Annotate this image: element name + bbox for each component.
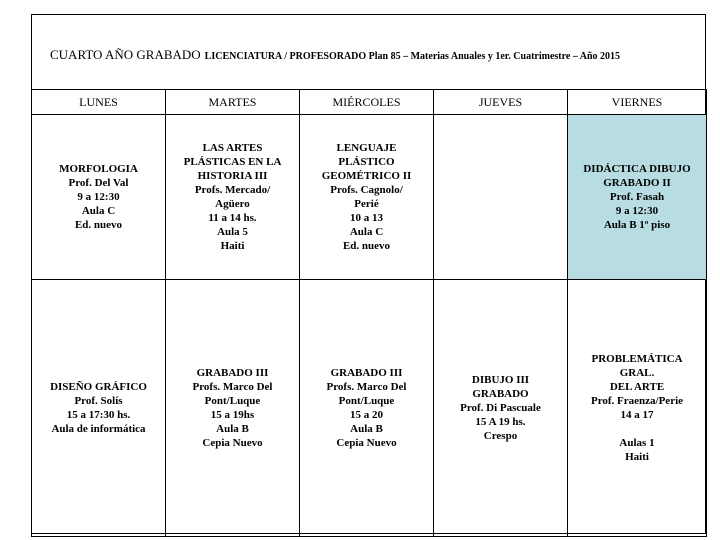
table-row	[32, 115, 707, 280]
cell-grabado-iii-miercoles: GRABADO III Profs. Marco Del Pont/Luque 15 a 20 Aula B Cepia Nuevo	[300, 280, 434, 537]
table-row	[32, 280, 707, 537]
cell-artes-plasticas: LAS ARTES PLÁSTICAS EN LA HISTORIA III Profs. Mercado/ Agüero 11 a 14 hs. Aula 5 Haiti	[166, 115, 300, 280]
day-header-row	[32, 90, 707, 115]
title-main: CUARTO AÑO GRABADO	[50, 47, 201, 62]
day-header-miercoles: MIÉRCOLES	[300, 90, 434, 115]
cell-morfologia: MORFOLOGIA Prof. Del Val 9 a 12:30 Aula C Ed. nuevo	[32, 115, 166, 280]
day-header-martes: MARTES	[166, 90, 300, 115]
day-header-lunes: LUNES	[32, 90, 166, 115]
title-row	[32, 15, 705, 89]
cell-empty-jueves	[434, 115, 568, 280]
cell-grabado-iii-martes: GRABADO III Profs. Marco Del Pont/Luque 15 a 19hs Aula B Cepia Nuevo	[166, 280, 300, 537]
schedule-frame	[31, 14, 706, 534]
schedule-table	[31, 89, 707, 537]
cell-lenguaje-plastico: LENGUAJE PLÁSTICO GEOMÉTRICO II Profs. Cagnolo/ Perié 10 a 13 Aula C Ed. nuevo	[300, 115, 434, 280]
day-header-jueves: JUEVES	[434, 90, 568, 115]
day-header-viernes: VIERNES	[568, 90, 707, 115]
title-subtitle: LICENCIATURA / PROFESORADO Plan 85 – Materias Anuales y 1er. Cuatrimestre – Año 2015	[204, 51, 621, 62]
page-title	[50, 46, 620, 64]
cell-diseno-grafico: DISEÑO GRÁFICO Prof. Solís 15 a 17:30 hs. Aula de informática	[32, 280, 166, 537]
cell-dibujo-iii: DIBUJO III GRABADO Prof. Di Pascuale 15 A 19 hs. Crespo	[434, 280, 568, 537]
cell-problematica-arte: PROBLEMÁTICA GRAL. DEL ARTE Prof. Fraenza/Perie 14 a 17 Aulas 1 Haiti	[568, 280, 707, 537]
cell-didactica-dibujo: DIDÁCTICA DIBUJO GRABADO II Prof. Fasah 9 a 12:30 Aula B 1º piso	[568, 115, 707, 280]
